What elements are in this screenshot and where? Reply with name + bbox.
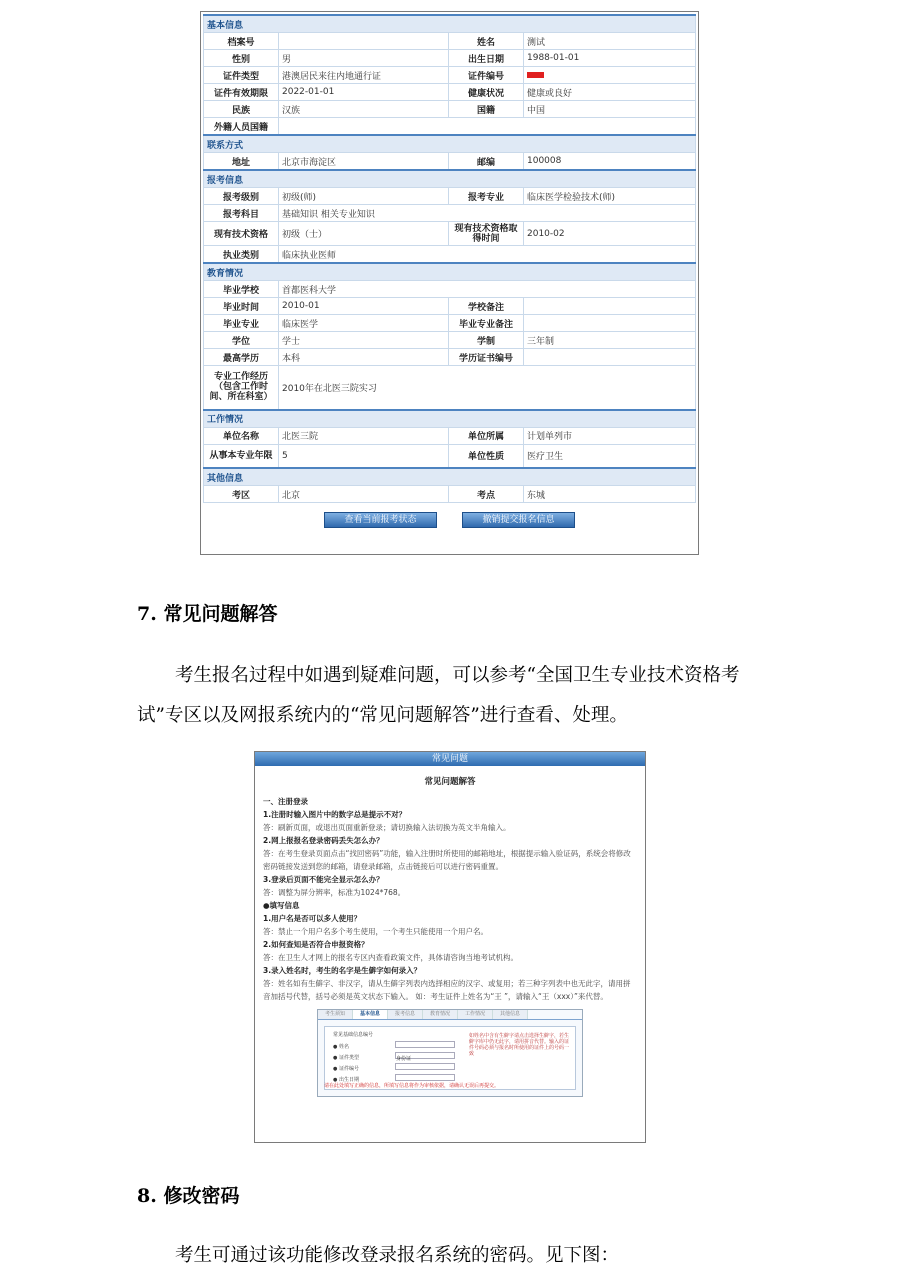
- label-school: 毕业学校: [204, 281, 279, 298]
- label-school-system: 学制: [449, 332, 524, 349]
- value-id-no: [524, 67, 696, 84]
- withdraw-submission-button[interactable]: 撤销提交报名信息: [462, 512, 575, 528]
- label-school-note: 学校备注: [449, 298, 524, 315]
- value-years-in-field: 5: [279, 444, 449, 468]
- label-degree: 学位: [204, 332, 279, 349]
- label-work-experience: 专业工作经历（包含工作时间、所在科室）: [204, 366, 279, 410]
- mini-tab-bar: [318, 1010, 582, 1020]
- value-school-note: [524, 298, 696, 315]
- faq-content: [255, 766, 645, 1097]
- faq-question: 3.录入姓名时，考生的名字是生僻字如何录入？: [263, 966, 422, 975]
- label-major: 报考专业: [449, 188, 524, 205]
- faq-question: 1.注册时输入图片中的数字总是提示不对？: [263, 810, 407, 819]
- faq-answer: 答：在考生登录页面点击“找回密码”功能，输入注册时所使用的邮箱地址，根据提示输入验证码，系统会将修改密码链接发送到您的邮箱，请登录邮箱，点击链接后可以进行密码重置。: [263, 849, 631, 871]
- value-subjects: 基础知识 相关专业知识: [279, 205, 696, 222]
- label-id-type: 证件类型: [204, 67, 279, 84]
- section-other: 其他信息: [204, 468, 696, 486]
- label-name: 姓名: [449, 33, 524, 50]
- mini-tab: 教育情况: [423, 1010, 458, 1019]
- value-gender: 男: [279, 50, 449, 67]
- value-school-system: 三年制: [524, 332, 696, 349]
- value-file-no: [279, 33, 449, 50]
- faq-header-bar: 常见问题: [255, 752, 645, 766]
- label-top-education: 最高学历: [204, 349, 279, 366]
- label-unit-belong: 单位所属: [449, 427, 524, 444]
- label-id-no: 证件编号: [449, 67, 524, 84]
- faq-section-fill-info: ●填写信息: [263, 901, 300, 910]
- value-current-title-date: 2010-02: [524, 222, 696, 246]
- label-nationality: 国籍: [449, 101, 524, 118]
- redaction-mark: [527, 72, 544, 78]
- label-subjects: 报考科目: [204, 205, 279, 222]
- mini-note: 如姓名中含有生僻字请点击选择生僻字，若生僻字库中仍无此字，请用拼音代替。输入的证件号码必须与报名时所使用的证件上的号码一致: [469, 1033, 570, 1057]
- mini-label: ● 出生日期: [333, 1077, 359, 1083]
- heading-change-password: 8. 修改密码: [137, 1185, 240, 1207]
- label-postcode: 邮编: [449, 153, 524, 171]
- value-grad-major-note: [524, 315, 696, 332]
- mini-label: ● 姓名: [333, 1044, 349, 1050]
- value-unit-belong: 计划单列市: [524, 427, 696, 444]
- label-ethnic: 民族: [204, 101, 279, 118]
- value-address: 北京市海淀区: [279, 153, 449, 171]
- value-practice-type: 临床执业医师: [279, 246, 696, 264]
- value-foreign-nationality: [279, 118, 696, 136]
- value-unit-type: 医疗卫生: [524, 444, 696, 468]
- label-cert-no: 学历证书编号: [449, 349, 524, 366]
- faq-answer: 答：姓名如有生僻字、非汉字，请从生僻字列表内选择相应的汉字、或复用；若三种字列表中也无此字，请用拼音加括号代替，括号必须是英文状态下输入。 如：考生证件上姓名为“王 ”，请输入“王（xxx）”来代替。: [263, 979, 631, 1001]
- faq-answer: 答：禁止一个用户名多个考生使用，一个考生只能使用一个用户名。: [263, 927, 488, 936]
- mini-input: [395, 1041, 455, 1048]
- value-name: 测试: [524, 33, 696, 50]
- mini-panel-title: 常见基础信息编号: [333, 1032, 374, 1038]
- section-education: 教育情况: [204, 263, 696, 281]
- faq-title: 常见问题解答: [424, 777, 476, 787]
- faq-answer: 答：刷新页面，或退出页面重新登录；请切换输入法切换为英文半角输入。: [263, 823, 511, 832]
- label-practice-type: 执业类别: [204, 246, 279, 264]
- label-health: 健康状况: [449, 84, 524, 101]
- value-cert-no: [524, 349, 696, 366]
- value-degree: 学士: [279, 332, 449, 349]
- value-grad-major: 临床医学: [279, 315, 449, 332]
- label-grad-major: 毕业专业: [204, 315, 279, 332]
- label-address: 地址: [204, 153, 279, 171]
- view-status-button[interactable]: 查看当前报考状态: [324, 512, 437, 528]
- value-ethnic: 汉族: [279, 101, 449, 118]
- faq-answer: 答：在卫生人才网上的报名专区内查看政策文件，具体请咨询当地考试机构。: [263, 953, 518, 962]
- value-birth-date: 1988-01-01: [524, 50, 696, 67]
- section-work: 工作情况: [204, 410, 696, 428]
- heading-faq: 7. 常见问题解答: [137, 603, 278, 625]
- faq-question: 3.登录后页面不能完全显示怎么办？: [263, 875, 384, 884]
- value-current-title: 初级（士）: [279, 222, 449, 246]
- value-level: 初级(师): [279, 188, 449, 205]
- label-level: 报考级别: [204, 188, 279, 205]
- value-postcode: 100008: [524, 153, 696, 171]
- value-exam-site: 东城: [524, 486, 696, 503]
- mini-label: ● 证件编号: [333, 1066, 359, 1072]
- label-exam-area: 考区: [204, 486, 279, 503]
- value-top-education: 本科: [279, 349, 449, 366]
- label-gender: 性别: [204, 50, 279, 67]
- faq-embedded-form-image: [317, 1009, 583, 1097]
- section-contact: 联系方式: [204, 135, 696, 153]
- registration-info-table: [203, 14, 696, 503]
- paragraph-faq: 考生报名过程中如遇到疑难问题，可以参考“全国卫生专业技术资格考试”专区以及网报系统内的“常见问题解答”进行查看、处理。: [137, 665, 740, 726]
- value-id-type: 港澳居民来往内地通行证: [279, 67, 449, 84]
- label-current-title: 现有技术资格: [204, 222, 279, 246]
- faq-question: 1.用户名是否可以多人使用？: [263, 914, 362, 923]
- value-unit-name: 北医三院: [279, 427, 449, 444]
- value-id-valid: 2022-01-01: [279, 84, 449, 101]
- label-unit-type: 单位性质: [449, 444, 524, 468]
- label-grad-time: 毕业时间: [204, 298, 279, 315]
- section-basic-info: 基本信息: [204, 15, 696, 33]
- value-health: 健康或良好: [524, 84, 696, 101]
- faq-answer: 答：调整为屏分辨率，标准为1024*768。: [263, 888, 406, 897]
- form-button-bar: [203, 503, 696, 528]
- mini-tab-active: 基本信息: [353, 1010, 388, 1019]
- value-nationality: 中国: [524, 101, 696, 118]
- value-exam-area: 北京: [279, 486, 449, 503]
- registration-form-screenshot: [200, 11, 699, 555]
- label-years-in-field: 从事本专业年限: [204, 444, 279, 468]
- label-current-title-date: 现有技术资格取得时间: [449, 222, 524, 246]
- faq-section-register: 一、注册登录: [263, 797, 308, 806]
- label-exam-site: 考点: [449, 486, 524, 503]
- mini-footer-note: 请在此处填写正确的信息，所填写信息将作为审核依据，请确认无误后再提交。: [324, 1083, 500, 1089]
- mini-input: [395, 1063, 455, 1070]
- faq-screenshot: [254, 751, 646, 1143]
- value-grad-time: 2010-01: [279, 298, 449, 315]
- faq-question: 2.网上报报名登录密码丢失怎么办？: [263, 836, 384, 845]
- label-foreign-nationality: 外籍人员国籍: [204, 118, 279, 136]
- paragraph-change-password: 考生可通过该功能修改登录报名系统的密码。见下图：: [175, 1245, 620, 1266]
- mini-label: ● 证件类型: [333, 1055, 359, 1061]
- mini-tab: 其他信息: [493, 1010, 528, 1019]
- mini-tab: 工作情况: [458, 1010, 493, 1019]
- label-grad-major-note: 毕业专业备注: [449, 315, 524, 332]
- section-exam-info: 报考信息: [204, 170, 696, 188]
- label-unit-name: 单位名称: [204, 427, 279, 444]
- faq-question: 2.如何查知是否符合申报资格？: [263, 940, 369, 949]
- mini-tab: 考生须知: [318, 1010, 353, 1019]
- value-school: 首都医科大学: [279, 281, 696, 298]
- label-id-valid: 证件有效期限: [204, 84, 279, 101]
- value-work-experience: 2010年在北医三院实习: [279, 366, 696, 410]
- value-major: 临床医学检验技术(师): [524, 188, 696, 205]
- label-birth-date: 出生日期: [449, 50, 524, 67]
- mini-select: 身份证: [395, 1052, 455, 1059]
- mini-tab: 报考信息: [388, 1010, 423, 1019]
- label-file-no: 档案号: [204, 33, 279, 50]
